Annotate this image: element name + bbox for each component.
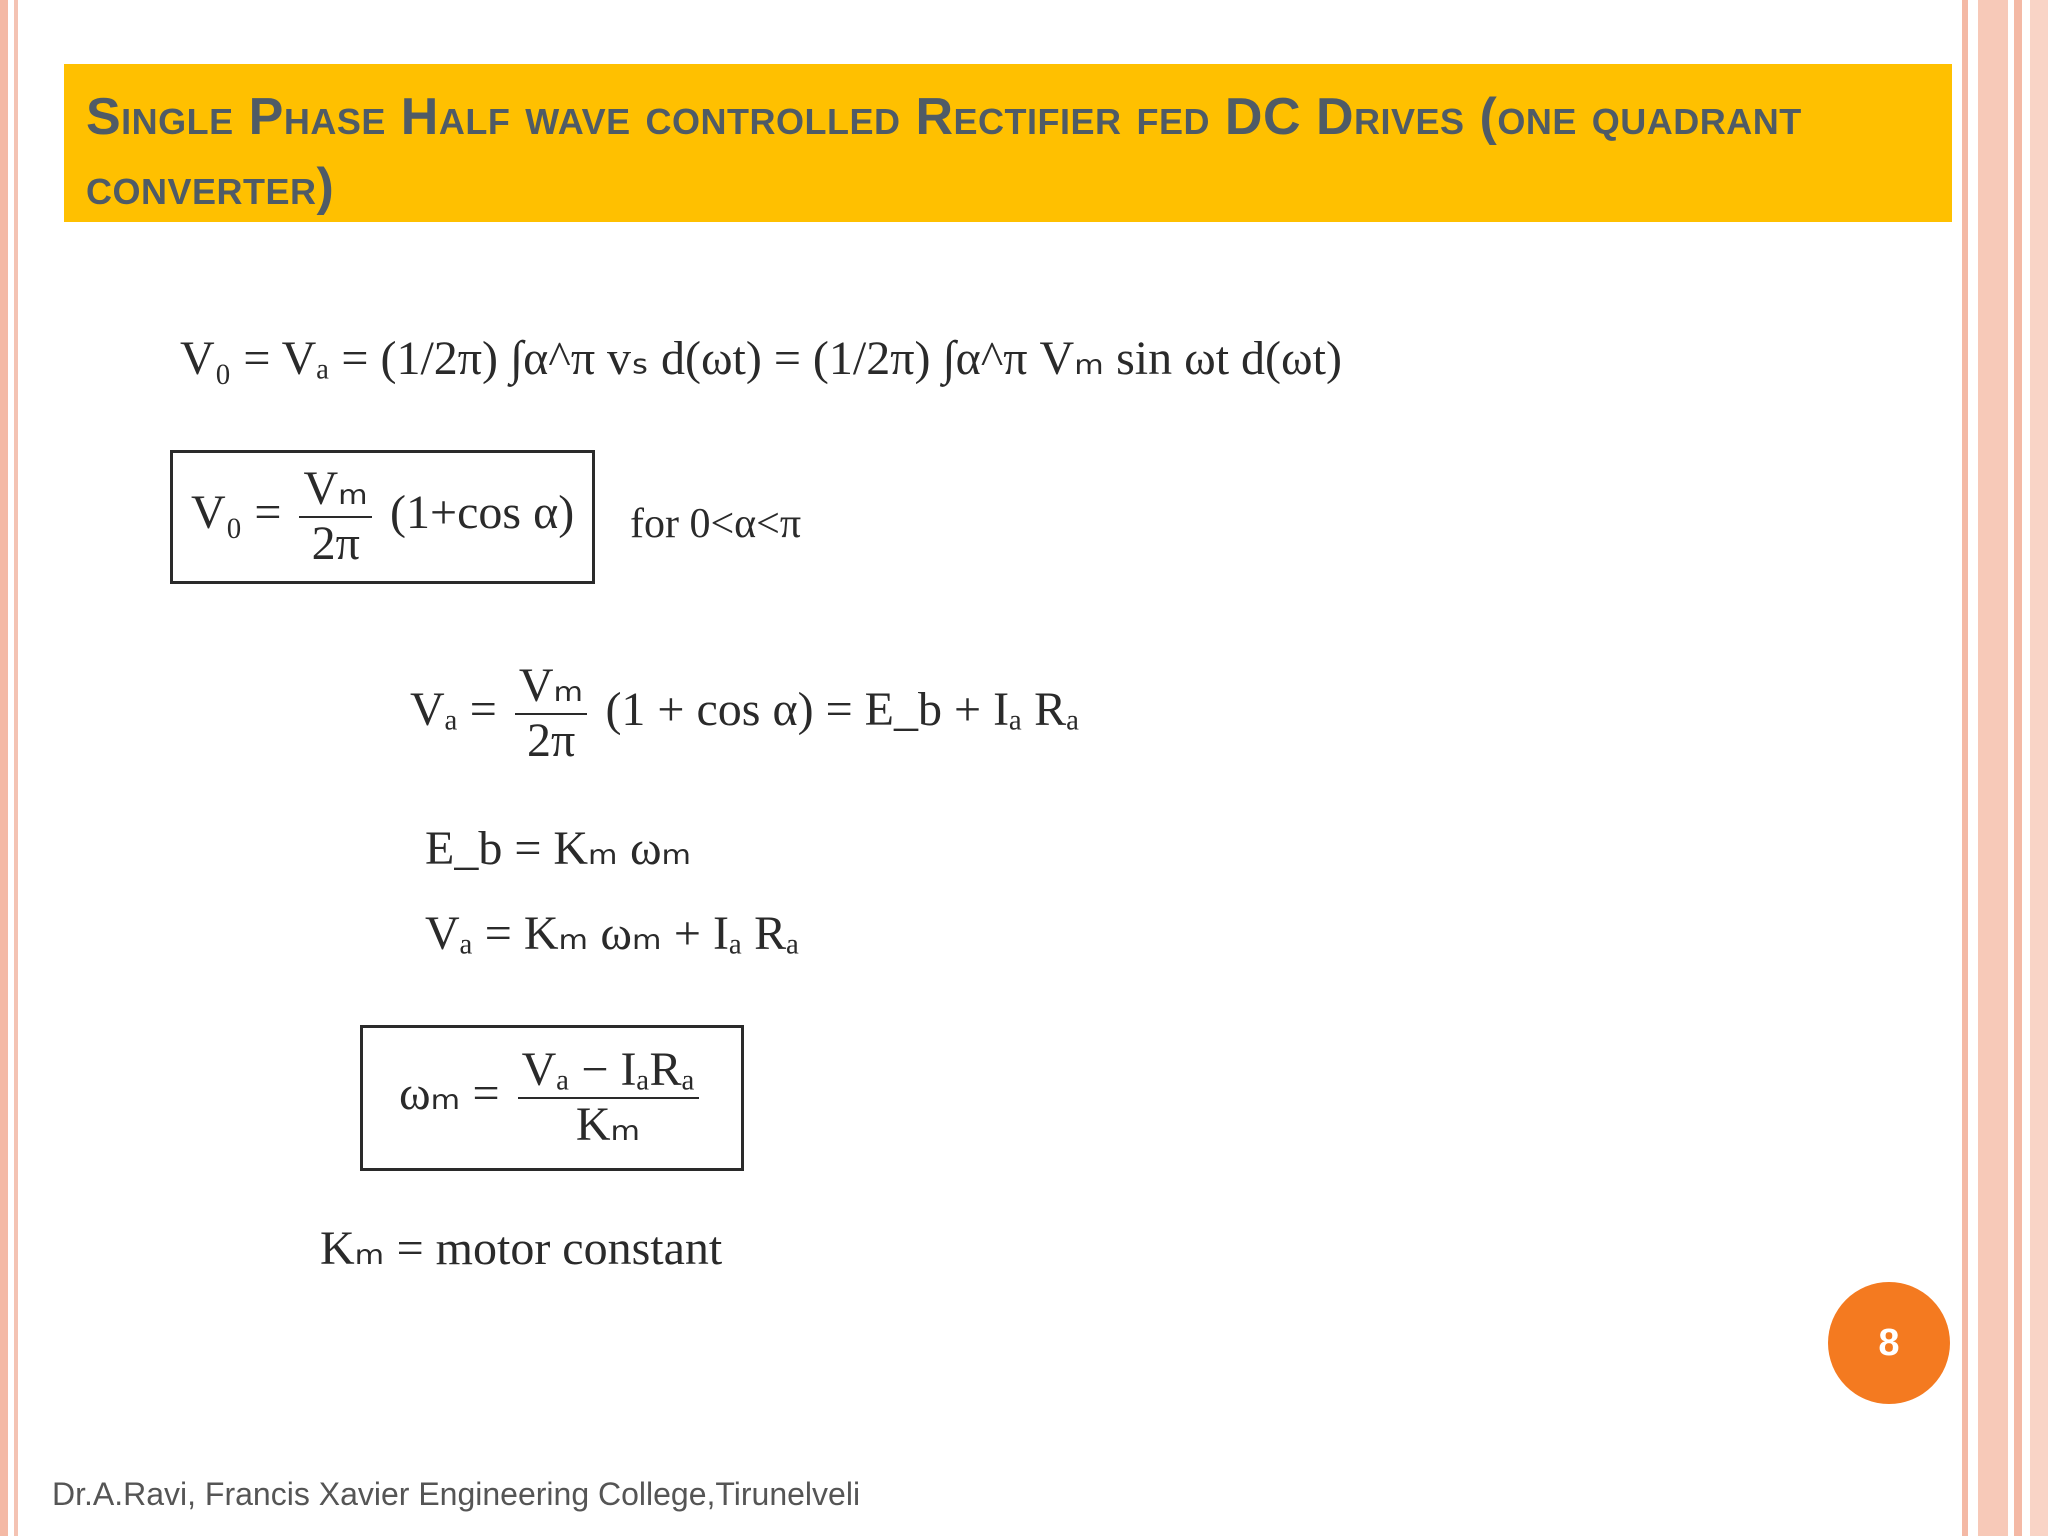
eq3-lhs: Vₐ = (410, 682, 497, 736)
equation-boxed-speed (360, 1025, 744, 1171)
slide-title: Single Phase Half wave controlled Rectifier fed DC Drives (one quadrant converter) (86, 88, 1802, 216)
eq3-fraction (515, 660, 588, 768)
eq2-numerator: Vₘ (299, 463, 372, 518)
eq6-fraction (518, 1044, 699, 1152)
equation-boxed-average-voltage (170, 450, 595, 584)
left-border-stripe (0, 0, 8, 1536)
page-number-badge (1828, 1282, 1950, 1404)
equation-armature-voltage (410, 660, 1079, 768)
eq3-numerator: Vₘ (515, 660, 588, 715)
equations-area (150, 300, 1342, 1300)
right-border-band-2 (2030, 0, 2048, 1536)
page-number: 8 (1878, 1321, 1900, 1364)
equation-back-emf: E_b = Kₘ ωₘ (425, 822, 692, 875)
equation-motor-constant: Kₘ = motor constant (320, 1222, 723, 1275)
equation-average-voltage-integral: V₀ = Vₐ = (1/2π) ∫α^π vₛ d(ωt) = (1/2π) ∫α^π Vₘ sin ωt d(ωt) (180, 332, 1342, 385)
right-border-stripe (1962, 0, 1968, 1536)
eq6-numerator: Vₐ − IₐRₐ (518, 1044, 699, 1099)
eq2-rhs: (1+cos α) (390, 485, 575, 539)
footer-credit: Dr.A.Ravi, Francis Xavier Engineering College,Tirunelveli (52, 1476, 861, 1512)
equation-condition: for 0<α<π (630, 501, 802, 547)
eq3-rhs: (1 + cos α) = E_b + Iₐ Rₐ (605, 682, 1080, 736)
eq3-denominator: 2π (527, 713, 576, 767)
eq2-fraction (299, 463, 372, 571)
equation-armature-voltage-expanded: Vₐ = Kₘ ωₘ + Iₐ Rₐ (425, 907, 800, 960)
title-bar (64, 64, 1952, 222)
right-border-stripe-2 (2014, 0, 2022, 1536)
right-border-band (1978, 0, 2008, 1536)
eq2-denominator: 2π (311, 516, 360, 570)
eq2-lhs: V₀ = (191, 485, 282, 539)
left-border-stripe-thin (14, 0, 18, 1536)
eq6-lhs: ωₘ = (399, 1066, 500, 1120)
eq6-denominator: Kₘ (575, 1097, 641, 1151)
